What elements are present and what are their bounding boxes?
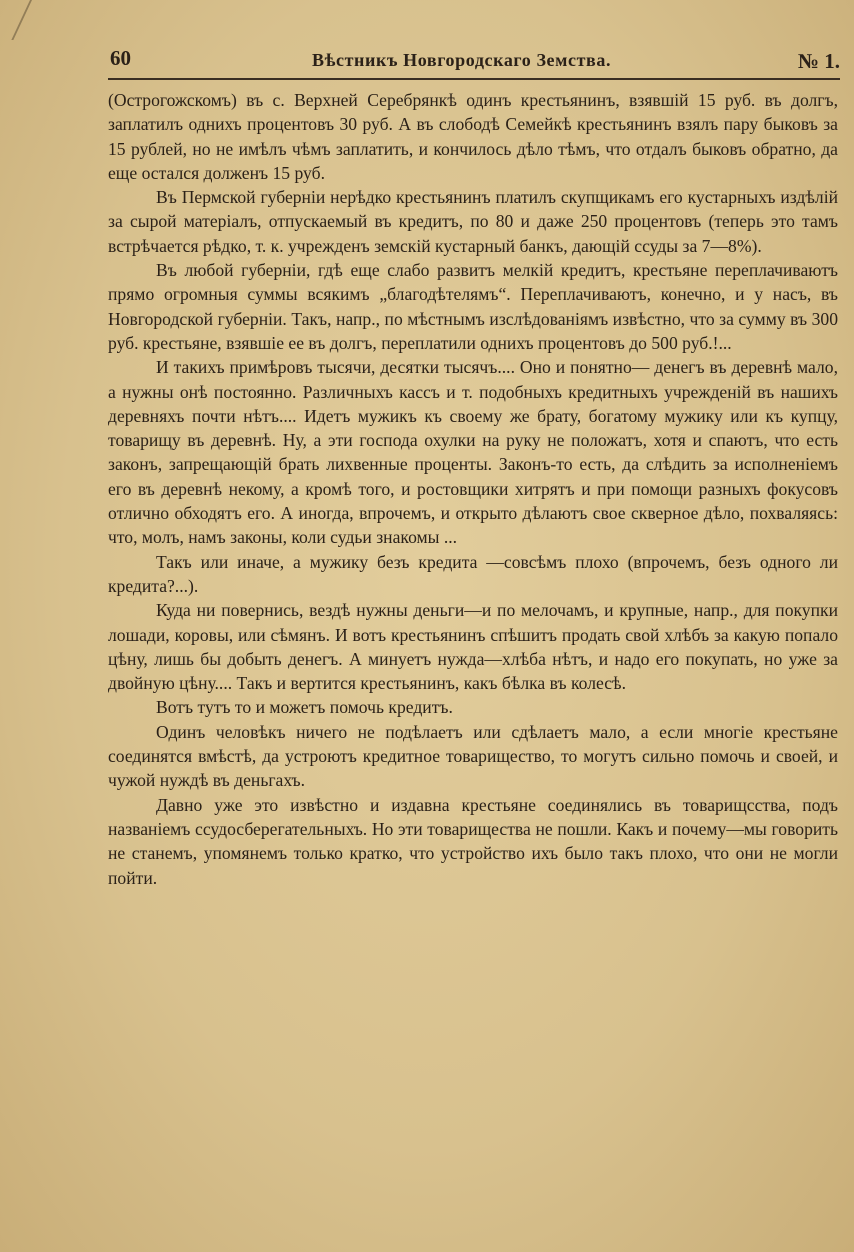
paragraph: Давно уже это извѣстно и издавна крестьяне соединялись въ товарищсства, подъ названіемъ ссудосберегательныхъ. Но эти товарищества не пошли. Какъ и почему—мы говорить не станемъ, упомянемъ только кратко, что устройство ихъ было такъ плохо, что они не могли пойти.	[108, 794, 838, 888]
corner-fold-mark	[0, 0, 32, 40]
article-body	[108, 88, 838, 890]
page-number: 60	[110, 46, 131, 70]
paragraph: Куда ни повернись, вездѣ нужны деньги—и по мелочамъ, и крупные, напр., для покупки лошади, коровы, или сѣмянъ. И вотъ крестьянинъ спѣшитъ продать свой хлѣбъ за какую попало цѣну, лишь бы добыть денегъ. А минуетъ нужда—хлѣба нѣтъ, и надо его покупать, но уже за двойную цѣну.... Такъ и вертится крестьянинъ, какъ бѣлка въ колесѣ.	[108, 600, 838, 694]
paragraph: (Острогожскомъ) въ с. Верхней Серебрянкѣ одинъ крестьянинъ, взявшій 15 руб. въ долгъ, заплатилъ однихъ процентовъ 30 руб. А въ слободѣ Семейкѣ крестьянинъ взялъ пару быковъ за 15 рублей, но не имѣлъ чѣмъ заплатить, и кончилось дѣло тѣмъ, что отдалъ быковъ обратно, да еще остался долженъ 15 руб.	[108, 90, 838, 183]
paragraph: Одинъ человѣкъ ничего не подѣлаетъ или сдѣлаетъ мало, а если многіе крестьяне соединятся вмѣстѣ, да устроютъ кредитное товарищество, то могутъ сильно помочь и своей, и чужой нуждѣ въ деньгахъ.	[108, 721, 838, 791]
page-header	[110, 44, 840, 80]
paragraph: Въ Пермской губерніи нерѣдко крестьянинъ платилъ скупщикамъ его кустарныхъ издѣлій за сырой матеріалъ, отпускаемый въ кредитъ, по 80 и даже 250 процентовъ (теперь это тамъ встрѣчается рѣдко, т. к. учрежденъ земскій кустарный банкъ, дающій ссуды за 7—8%).	[108, 187, 838, 256]
paragraph: Въ любой губерніи, гдѣ еще слабо развитъ мелкій кредитъ, крестьяне переплачиваютъ прямо огромныя суммы всякимъ „благодѣтелямъ“. Переплачиваютъ, конечно, и у насъ, въ Новгородской губерніи. Такъ, напр., по мѣстнымъ изслѣдованіямъ извѣстно, что за сумму въ 300 руб. крестьяне, взявшіе ее въ долгъ, переплатили однихъ процентовъ до 500 руб.!...	[108, 260, 838, 353]
header-divider	[108, 78, 840, 80]
paragraph: И такихъ примѣровъ тысячи, десятки тысячъ.... Оно и понятно— денегъ въ деревнѣ мало, а нужны онѣ постоянно. Различныхъ кассъ и т. подобныхъ кредитныхъ учрежденій въ нашихъ деревняхъ почти нѣтъ.... Идетъ мужикъ къ своему же брату, богатому мужику или къ купцу, товарищу въ деревнѣ. Ну, а эти господа охулки на руку не положатъ, хотя и спаютъ, что есть законъ, запрещающій брать лихвенные проценты. Законъ-то есть, да слѣдить за исполненіемъ его въ деревнѣ некому, а кромѣ того, и ростовщики хитрятъ и при помощи разныхъ фокусовъ отлично обходятъ его. А иногда, впрочемъ, и открыто дѣлаютъ свое скверное дѣло, похваляясь: что, молъ, намъ законы, коли судьи знакомы ...	[108, 357, 838, 548]
paragraph: Вотъ тутъ то и можетъ помочь кредитъ.	[156, 697, 453, 718]
issue-number: № 1.	[797, 49, 840, 73]
paragraph: Такъ или иначе, а мужику безъ кредита —совсѣмъ плохо (впрочемъ, безъ одного ли кредита?...).	[108, 551, 838, 596]
journal-title: Вѣстникъ Новгородскаго Земства.	[312, 50, 612, 70]
